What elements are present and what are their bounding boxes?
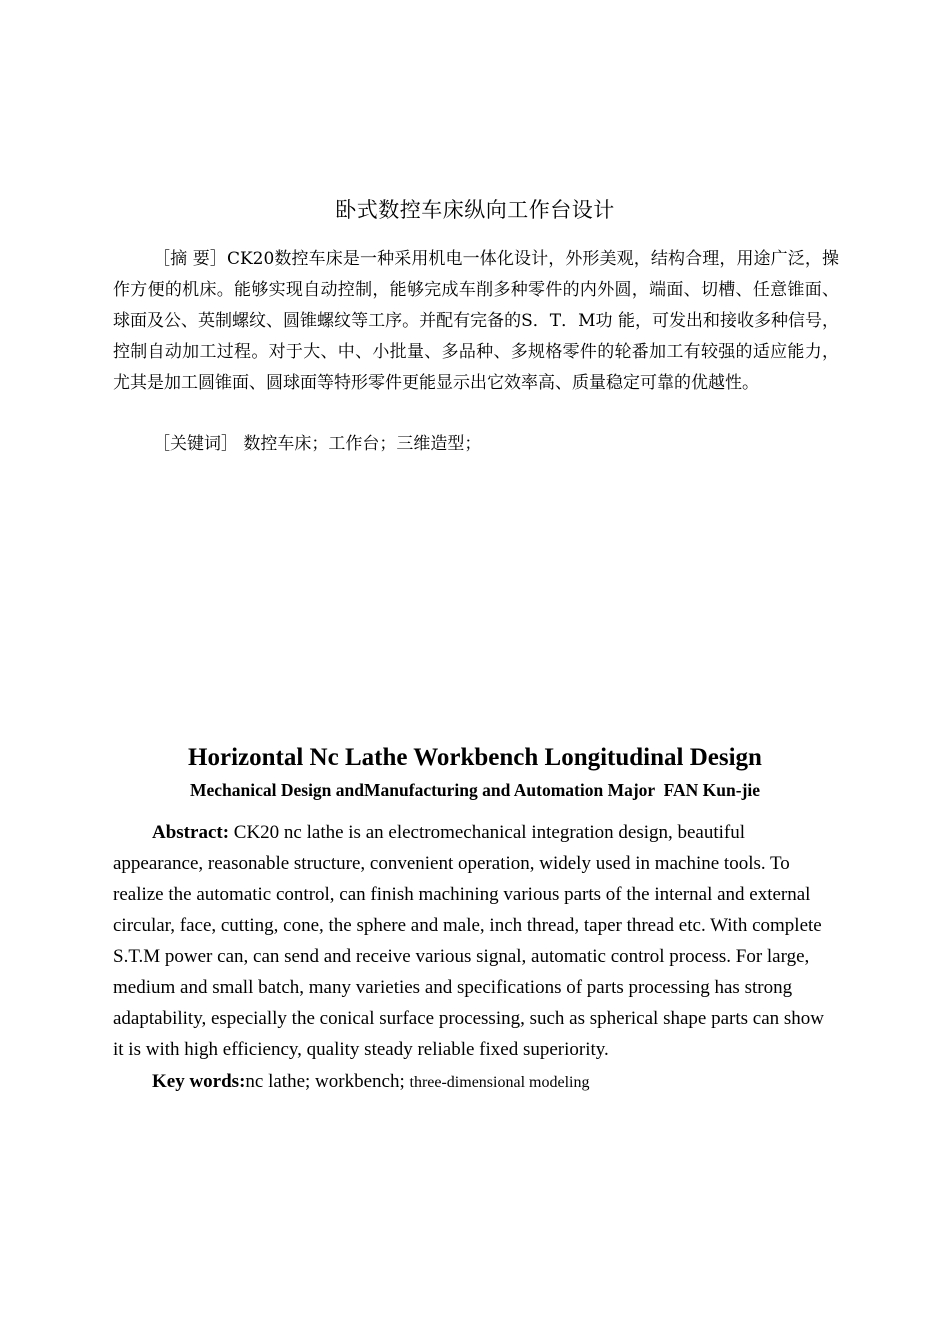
chinese-abstract-text: CK20数控车床是一种采用机电一体化设计，外形美观，结构合理，用途广泛，操作方便的机床。能够实现自动控制，能够完成车削多种零件的内外圆，端面、切槽、任意锥面、球面及公、英制螺纹、圆锥螺纹等工序。并配有完备的S．T．M功 能，可发出和接收多种信号，控制自动加工过程。对于大、中、小批量、多品种、多规格零件的轮番加工有较强的适应能力，尤其是加工圆锥面、圆球面等特形零件更能显示出它效率高、质量稳定可靠的优越性。 <box>113 249 839 393</box>
english-abstract <box>113 817 839 1065</box>
chinese-abstract <box>113 244 839 399</box>
english-keywords-small: three-dimensional modeling <box>409 1074 590 1091</box>
chinese-abstract-label: ［摘 要］ <box>153 249 227 269</box>
english-title: Horizontal Nc Lathe Workbench Longitudinal Design <box>188 744 762 771</box>
english-abstract-label: Abstract: <box>152 822 230 843</box>
english-keywords-main: nc lathe; workbench; <box>245 1071 410 1092</box>
english-abstract-text: CK20 nc lathe is an electromechanical integration design, beautiful appearance, reasonable structure, convenient operation, widely used in machine tools. To realize the automatic control, can finish machining various parts of the internal and external circular, face, cutting, cone, the sphere and male, inch thread, taper thread etc. With complete S.T.M power can, can send and receive various signal, automatic control process. For large, medium and small batch, many varieties and specifications of parts processing has strong adaptability, especially the conical surface processing, such as spherical shape parts can show it is with high efficiency, quality steady reliable fixed superiority. <box>113 822 825 1060</box>
chinese-title: 卧式数控车床纵向工作台设计 <box>335 198 615 222</box>
english-subtitle: Mechanical Design andManufacturing and Automation Major FAN Kun-jie <box>189 780 761 800</box>
chinese-keywords-text: 数控车床；工作台；三维造型； <box>243 434 482 454</box>
chinese-keywords <box>153 429 481 460</box>
english-keywords-label: Key words: <box>152 1071 246 1092</box>
chinese-keywords-label: ［关键词］ <box>153 434 238 454</box>
english-keywords <box>152 1066 589 1098</box>
